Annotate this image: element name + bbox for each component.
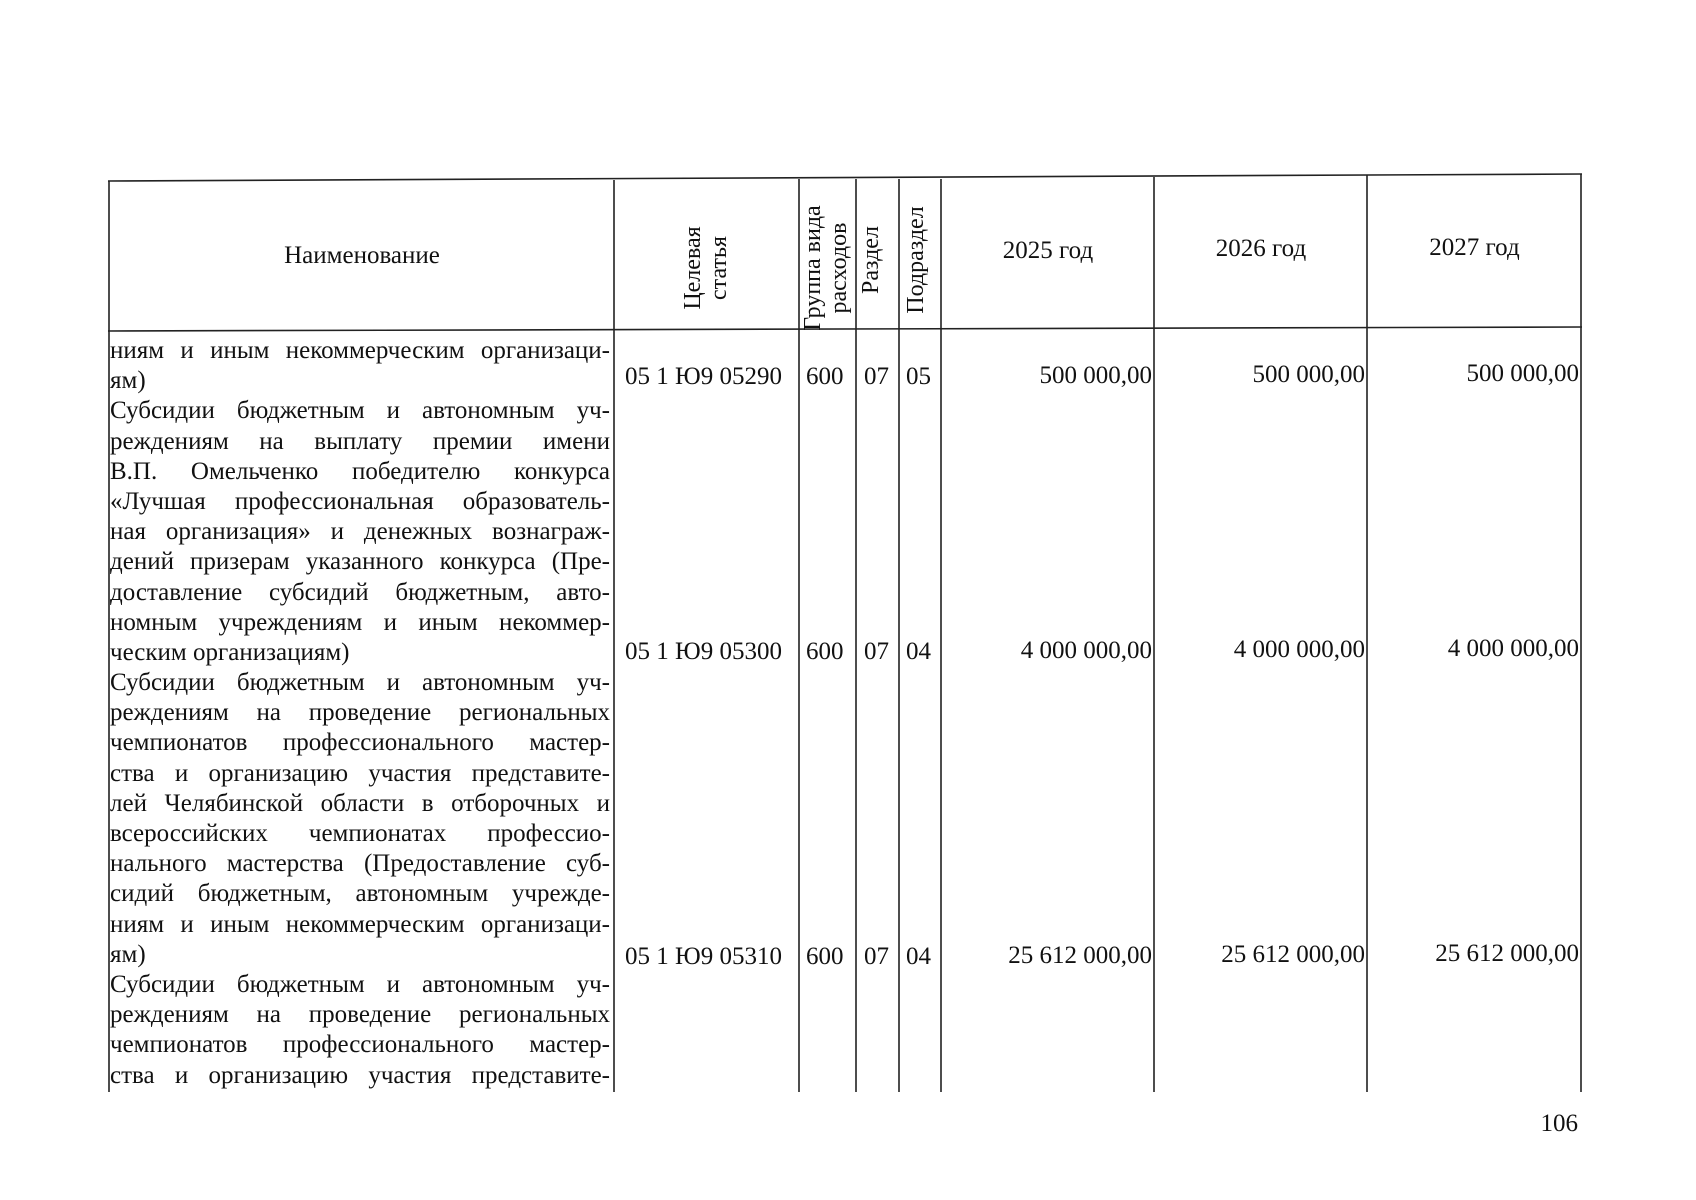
- row-2-2025: 4 000 000,00: [1020, 637, 1152, 664]
- header-subsection: Подраздел: [903, 206, 929, 314]
- name-line: В.П. Омельченко победителю конкурса: [110, 457, 610, 485]
- row-2-subsection: 04: [906, 638, 931, 665]
- row-3-2027: 25 612 000,00: [1435, 940, 1579, 967]
- name-line: сидий бюджетным, автономным учрежде-: [110, 880, 610, 908]
- name-line: ниям и иным некоммерческим организаци-: [110, 910, 610, 938]
- header-name: Наименование: [284, 242, 440, 269]
- row-1-target: 05 1 Ю9 05290: [625, 363, 782, 390]
- name-line: ства и организацию участия представите-: [110, 1061, 610, 1089]
- row-2-2026: 4 000 000,00: [1233, 636, 1365, 663]
- name-line: реждениям на выплату премии имени: [110, 427, 610, 455]
- header-section: Раздел: [858, 226, 884, 294]
- row-3-section: 07: [864, 943, 889, 970]
- row-3-group: 600: [806, 943, 844, 970]
- name-line: Субсидии бюджетным и автономным уч-: [110, 669, 610, 697]
- row-1-2026: 500 000,00: [1252, 361, 1365, 388]
- row-1-2025: 500 000,00: [1039, 362, 1152, 389]
- name-line: ям): [110, 940, 146, 968]
- row-3-subsection: 04: [906, 943, 931, 970]
- name-line: ства и организацию участия представите-: [110, 759, 610, 787]
- row-3-target: 05 1 Ю9 05310: [625, 943, 782, 970]
- row-2-target: 05 1 Ю9 05300: [625, 638, 782, 665]
- name-line: Субсидии бюджетным и автономным уч-: [110, 970, 610, 998]
- row-1-section: 07: [864, 363, 889, 390]
- name-line: ческим организациям): [110, 638, 350, 666]
- name-line: ниям и иным некоммерческим организаци-: [110, 337, 610, 364]
- header-2027: 2027 год: [1429, 234, 1520, 261]
- row-3-2025: 25 612 000,00: [1008, 942, 1152, 969]
- name-line: чемпионатов профессионального мастер-: [110, 729, 610, 757]
- name-line: реждениям на проведение региональных: [110, 1001, 610, 1029]
- row-1-group: 600: [806, 363, 844, 390]
- name-line: номным учреждениям и иным некоммер-: [110, 608, 610, 636]
- header-2025: 2025 год: [1002, 237, 1094, 264]
- header-group: Группа вида расходов: [800, 205, 852, 331]
- name-line: «Лучшая профессиональная образователь-: [110, 487, 610, 515]
- row-2-section: 07: [864, 638, 889, 665]
- row-2-group: 600: [806, 638, 844, 665]
- row-3-2026: 25 612 000,00: [1221, 941, 1365, 968]
- name-line: чемпионатов профессионального мастер-: [110, 1031, 610, 1059]
- row-2-2027: 4 000 000,00: [1447, 635, 1579, 662]
- page-number: 106: [1540, 1110, 1578, 1137]
- name-column: [110, 336, 610, 1091]
- header-2026: 2026 год: [1215, 235, 1307, 262]
- name-line: всероссийских чемпионатах профессио-: [110, 820, 610, 847]
- row-1-subsection: 05: [906, 363, 931, 390]
- name-line: реждениям на проведение региональных: [110, 699, 610, 727]
- name-line: дений призерам указанного конкурса (Пре-: [110, 548, 610, 576]
- name-line: нального мастерства (Предоставление суб-: [110, 850, 610, 878]
- name-line: лей Челябинской области в отборочных и: [110, 789, 610, 817]
- name-line: ная организация» и денежных вознаграж-: [110, 518, 610, 546]
- header-target: Целевая статья: [680, 226, 732, 310]
- row-1-2027: 500 000,00: [1466, 360, 1579, 387]
- name-line: Субсидии бюджетным и автономным уч-: [110, 397, 610, 425]
- name-line: ям): [110, 367, 146, 395]
- name-line: доставление субсидий бюджетным, авто-: [110, 578, 610, 606]
